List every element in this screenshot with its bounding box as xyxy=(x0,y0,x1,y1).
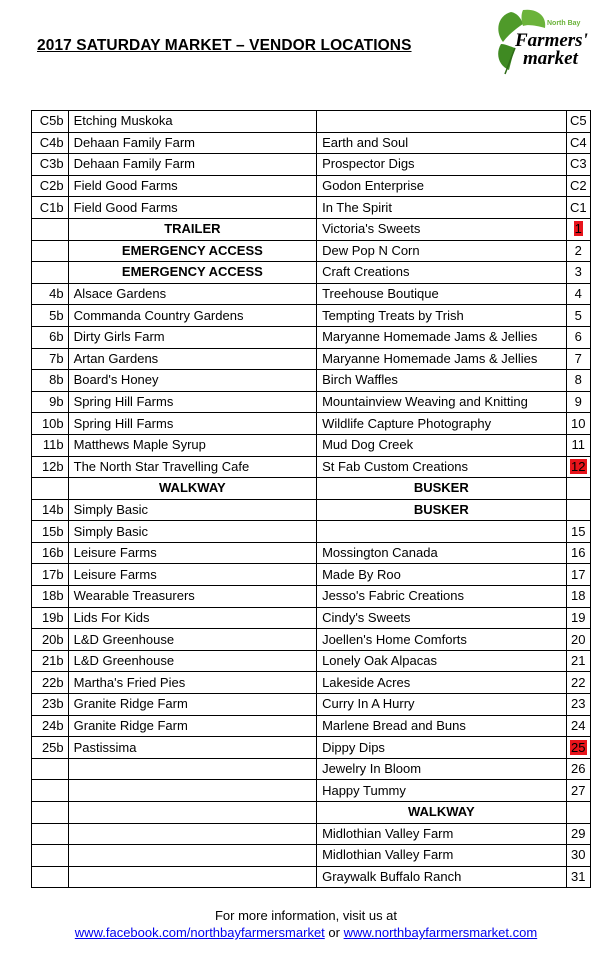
highlighted-number: 25 xyxy=(571,739,586,755)
right-location-number: 20 xyxy=(566,629,590,651)
table-row xyxy=(32,650,591,672)
left-vendor-name: Simply Basic xyxy=(68,521,316,543)
left-location-code: C5b xyxy=(32,111,69,133)
left-location-code xyxy=(32,780,69,802)
left-location-code: 24b xyxy=(32,715,69,737)
right-location-number: 4 xyxy=(566,283,590,305)
left-vendor-name: Lids For Kids xyxy=(68,607,316,629)
left-vendor-name: Dirty Girls Farm xyxy=(68,326,316,348)
left-vendor-name: Dehaan Family Farm xyxy=(68,154,316,176)
table-row xyxy=(32,111,591,133)
right-location-number: 11 xyxy=(566,434,590,456)
right-vendor-name: Maryanne Homemade Jams & Jellies xyxy=(317,348,566,370)
right-location-number: 26 xyxy=(566,758,590,780)
left-location-code: 4b xyxy=(32,283,69,305)
table-row xyxy=(32,758,591,780)
right-location-number: 18 xyxy=(566,586,590,608)
table-row xyxy=(32,737,591,759)
table-row xyxy=(32,370,591,392)
right-location-number: 23 xyxy=(566,694,590,716)
left-location-code xyxy=(32,802,69,824)
left-location-code: C3b xyxy=(32,154,69,176)
left-vendor-name: Alsace Gardens xyxy=(68,283,316,305)
right-vendor-name: Tempting Treats by Trish xyxy=(317,305,566,327)
left-vendor-name: Field Good Farms xyxy=(68,197,316,219)
left-location-code: 12b xyxy=(32,456,69,478)
right-location-number xyxy=(566,499,590,521)
right-vendor-name: Joellen's Home Comforts xyxy=(317,629,566,651)
right-vendor-name: Marlene Bread and Buns xyxy=(317,715,566,737)
right-vendor-name: BUSKER xyxy=(317,478,566,500)
left-location-code xyxy=(32,240,69,262)
website-link[interactable]: www.northbayfarmersmarket.com xyxy=(343,925,538,940)
left-location-code: 17b xyxy=(32,564,69,586)
table-row xyxy=(32,305,591,327)
right-location-number: 10 xyxy=(566,413,590,435)
left-vendor-name xyxy=(68,845,316,867)
table-row xyxy=(32,866,591,888)
right-vendor-name: Prospector Digs xyxy=(317,154,566,176)
right-vendor-name: In The Spirit xyxy=(317,197,566,219)
right-vendor-name: Treehouse Boutique xyxy=(317,283,566,305)
left-vendor-name: Matthews Maple Syrup xyxy=(68,434,316,456)
right-location-number: C5 xyxy=(566,111,590,133)
right-location-number: 19 xyxy=(566,607,590,629)
right-vendor-name: Dew Pop N Corn xyxy=(317,240,566,262)
left-vendor-name: TRAILER xyxy=(68,218,316,240)
left-location-code: C2b xyxy=(32,175,69,197)
left-vendor-name: Wearable Treasurers xyxy=(68,586,316,608)
right-vendor-name: Wildlife Capture Photography xyxy=(317,413,566,435)
right-vendor-name: Mossington Canada xyxy=(317,542,566,564)
right-vendor-name: Mud Dog Creek xyxy=(317,434,566,456)
table-row xyxy=(32,802,591,824)
right-location-number: 2 xyxy=(566,240,590,262)
left-location-code: 8b xyxy=(32,370,69,392)
table-row xyxy=(32,197,591,219)
left-vendor-name xyxy=(68,802,316,824)
left-vendor-name xyxy=(68,823,316,845)
table-row xyxy=(32,715,591,737)
right-location-number xyxy=(566,802,590,824)
left-location-code: C4b xyxy=(32,132,69,154)
table-row xyxy=(32,521,591,543)
logo-north-bay: North Bay xyxy=(547,20,581,27)
right-vendor-name xyxy=(317,521,566,543)
right-location-number: 15 xyxy=(566,521,590,543)
vendor-table xyxy=(31,110,591,888)
right-vendor-name: Jewelry In Bloom xyxy=(317,758,566,780)
left-location-code xyxy=(32,218,69,240)
right-location-number xyxy=(566,737,590,759)
right-location-number: 8 xyxy=(566,370,590,392)
left-vendor-name: Pastissima xyxy=(68,737,316,759)
right-vendor-name: Midlothian Valley Farm xyxy=(317,845,566,867)
logo-farmers: Farmers' xyxy=(515,30,588,51)
right-vendor-name: Made By Roo xyxy=(317,564,566,586)
right-location-number: C2 xyxy=(566,175,590,197)
left-location-code: 9b xyxy=(32,391,69,413)
left-vendor-name: Field Good Farms xyxy=(68,175,316,197)
right-location-number: 7 xyxy=(566,348,590,370)
table-row xyxy=(32,780,591,802)
table-row xyxy=(32,499,591,521)
right-vendor-name: Victoria's Sweets xyxy=(317,218,566,240)
logo-market: market xyxy=(523,48,578,69)
left-location-code xyxy=(32,758,69,780)
left-location-code: 7b xyxy=(32,348,69,370)
left-vendor-name: EMERGENCY ACCESS xyxy=(68,262,316,284)
left-vendor-name: Leisure Farms xyxy=(68,542,316,564)
table-row xyxy=(32,413,591,435)
right-vendor-name: Mountainview Weaving and Knitting xyxy=(317,391,566,413)
left-location-code: 20b xyxy=(32,629,69,651)
right-vendor-name: Cindy's Sweets xyxy=(317,607,566,629)
table-row xyxy=(32,564,591,586)
table-row xyxy=(32,283,591,305)
left-location-code: 25b xyxy=(32,737,69,759)
left-vendor-name: The North Star Travelling Cafe xyxy=(68,456,316,478)
farmers-market-logo xyxy=(493,8,593,76)
left-vendor-name: Leisure Farms xyxy=(68,564,316,586)
right-vendor-name: BUSKER xyxy=(317,499,566,521)
right-location-number: 16 xyxy=(566,542,590,564)
right-location-number: 31 xyxy=(566,866,590,888)
footer-or: or xyxy=(324,925,344,940)
right-vendor-name: Lonely Oak Alpacas xyxy=(317,650,566,672)
table-row xyxy=(32,629,591,651)
right-location-number: C1 xyxy=(566,197,590,219)
table-row xyxy=(32,434,591,456)
left-location-code xyxy=(32,262,69,284)
page-title: 2017 SATURDAY MARKET – VENDOR LOCATIONS xyxy=(37,37,412,54)
footer-links xyxy=(0,925,612,940)
table-row xyxy=(32,845,591,867)
right-vendor-name: Midlothian Valley Farm xyxy=(317,823,566,845)
table-row xyxy=(32,132,591,154)
left-vendor-name: Granite Ridge Farm xyxy=(68,694,316,716)
left-vendor-name: Granite Ridge Farm xyxy=(68,715,316,737)
table-row xyxy=(32,154,591,176)
table-row xyxy=(32,218,591,240)
right-vendor-name: Craft Creations xyxy=(317,262,566,284)
footer-info: For more information, visit us at xyxy=(214,908,398,923)
left-location-code: 11b xyxy=(32,434,69,456)
right-vendor-name: Lakeside Acres xyxy=(317,672,566,694)
left-location-code: 18b xyxy=(32,586,69,608)
left-location-code: 23b xyxy=(32,694,69,716)
left-location-code: 5b xyxy=(32,305,69,327)
table-row xyxy=(32,694,591,716)
right-location-number: 30 xyxy=(566,845,590,867)
left-vendor-name: Commanda Country Gardens xyxy=(68,305,316,327)
left-location-code: 10b xyxy=(32,413,69,435)
left-vendor-name: WALKWAY xyxy=(68,478,316,500)
left-location-code xyxy=(32,823,69,845)
right-vendor-name: Dippy Dips xyxy=(317,737,566,759)
left-location-code: 16b xyxy=(32,542,69,564)
left-location-code: 22b xyxy=(32,672,69,694)
left-location-code: C1b xyxy=(32,197,69,219)
right-vendor-name: Jesso's Fabric Creations xyxy=(317,586,566,608)
right-vendor-name xyxy=(317,111,566,133)
left-vendor-name: Artan Gardens xyxy=(68,348,316,370)
left-vendor-name: EMERGENCY ACCESS xyxy=(68,240,316,262)
left-vendor-name: Etching Muskoka xyxy=(68,111,316,133)
right-vendor-name: Maryanne Homemade Jams & Jellies xyxy=(317,326,566,348)
table-row xyxy=(32,348,591,370)
table-row xyxy=(32,672,591,694)
table-row xyxy=(32,542,591,564)
right-location-number: C3 xyxy=(566,154,590,176)
right-location-number xyxy=(566,478,590,500)
left-location-code: 6b xyxy=(32,326,69,348)
right-location-number: 21 xyxy=(566,650,590,672)
table-row xyxy=(32,456,591,478)
right-location-number: 9 xyxy=(566,391,590,413)
right-location-number: 17 xyxy=(566,564,590,586)
table-row xyxy=(32,391,591,413)
left-vendor-name xyxy=(68,780,316,802)
right-location-number: C4 xyxy=(566,132,590,154)
table-row xyxy=(32,478,591,500)
left-location-code: 21b xyxy=(32,650,69,672)
right-location-number xyxy=(566,218,590,240)
left-vendor-name: Martha's Fried Pies xyxy=(68,672,316,694)
highlighted-number: 12 xyxy=(571,458,586,474)
left-vendor-name: Spring Hill Farms xyxy=(68,413,316,435)
left-vendor-name: Spring Hill Farms xyxy=(68,391,316,413)
right-vendor-name: Happy Tummy xyxy=(317,780,566,802)
right-vendor-name: St Fab Custom Creations xyxy=(317,456,566,478)
right-location-number: 22 xyxy=(566,672,590,694)
right-vendor-name: Curry In A Hurry xyxy=(317,694,566,716)
right-location-number: 6 xyxy=(566,326,590,348)
right-location-number xyxy=(566,456,590,478)
right-location-number: 27 xyxy=(566,780,590,802)
right-vendor-name: Birch Waffles xyxy=(317,370,566,392)
table-row xyxy=(32,262,591,284)
left-vendor-name: Dehaan Family Farm xyxy=(68,132,316,154)
right-location-number: 29 xyxy=(566,823,590,845)
left-vendor-name: Board's Honey xyxy=(68,370,316,392)
left-vendor-name xyxy=(68,758,316,780)
right-vendor-name: WALKWAY xyxy=(317,802,566,824)
left-vendor-name: L&D Greenhouse xyxy=(68,650,316,672)
right-vendor-name: Graywalk Buffalo Ranch xyxy=(317,866,566,888)
right-location-number: 24 xyxy=(566,715,590,737)
table-row xyxy=(32,607,591,629)
table-row xyxy=(32,823,591,845)
right-location-number: 3 xyxy=(566,262,590,284)
left-vendor-name: L&D Greenhouse xyxy=(68,629,316,651)
table-row xyxy=(32,240,591,262)
left-vendor-name: Simply Basic xyxy=(68,499,316,521)
left-location-code xyxy=(32,845,69,867)
right-vendor-name: Earth and Soul xyxy=(317,132,566,154)
facebook-link[interactable]: www.facebook.com/northbayfarmersmarket xyxy=(74,925,325,940)
table-row xyxy=(32,326,591,348)
left-location-code: 19b xyxy=(32,607,69,629)
left-location-code xyxy=(32,866,69,888)
left-location-code: 14b xyxy=(32,499,69,521)
left-vendor-name xyxy=(68,866,316,888)
left-location-code: 15b xyxy=(32,521,69,543)
table-row xyxy=(32,586,591,608)
right-vendor-name: Godon Enterprise xyxy=(317,175,566,197)
table-row xyxy=(32,175,591,197)
right-location-number: 5 xyxy=(566,305,590,327)
highlighted-number: 1 xyxy=(574,221,582,237)
left-location-code xyxy=(32,478,69,500)
